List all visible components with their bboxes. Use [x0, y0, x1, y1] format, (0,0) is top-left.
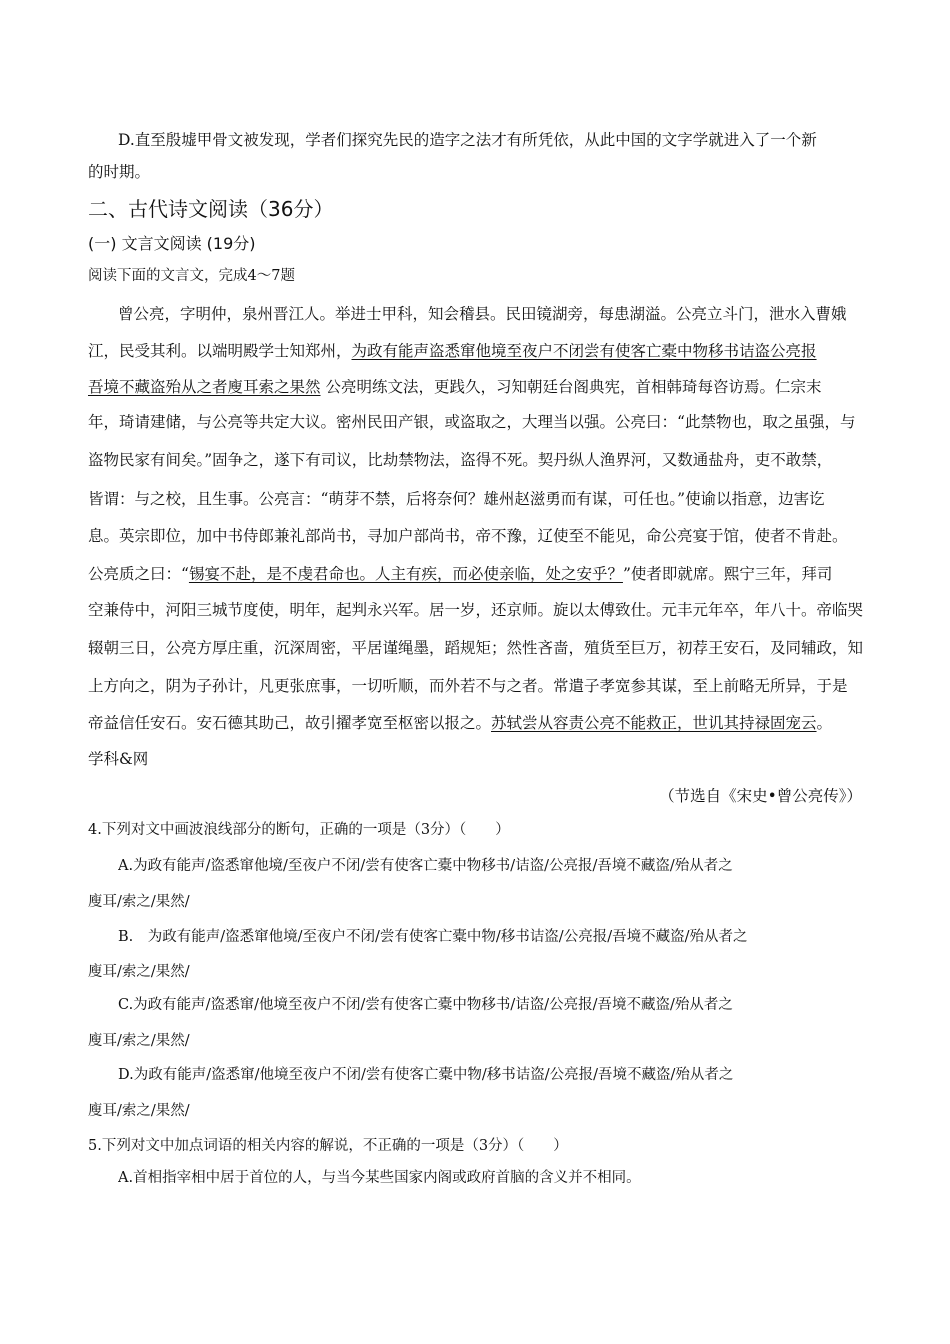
passage-line-8 — [88, 564, 863, 584]
underlined-text: 苏轼尝从容责公亮不能救正，世讥其持禄固宠云 — [491, 714, 817, 732]
wavy-underlined-text: 吾境不藏盗殆从之者廋耳索之果然 — [88, 378, 321, 396]
passage-line-4 — [88, 412, 863, 432]
q4-option-c-line-1: C.为政有能声/盗悉窜/他境至夜户不闭/尝有使客亡橐中物移书/诘盗/公亮报/吾境不藏盗/殆从者之 — [118, 997, 733, 1013]
q4-option-c-line-2: 廋耳/索之/果然/ — [88, 1033, 190, 1049]
q4-option-a-line-2: 廋耳/索之/果然/ — [88, 894, 190, 910]
passage-text: ”使者即就席。熙宁三年，拜司 — [622, 565, 833, 583]
option-d-line-2: 的时期。 — [88, 163, 151, 181]
passage-line-9: 空兼侍中，河阳三城节度使，明年，起判永兴军。居一岁，还京师。旋以太傅致仕。元丰元年卒，年八十。帝临哭 — [88, 601, 863, 619]
passage-text: 公亮质之曰：“ — [88, 565, 189, 583]
passage-line-3 — [88, 377, 863, 397]
passage-line-1: 曾公亮，字明仲，泉州晋江人。举进士甲科，知会稽县。民田镜湖旁，每患湖溢。公亮立斗门，泄水入曹娥 — [118, 305, 847, 323]
option-d-line-1: D.直至殷墟甲骨文被发现，学者们探究先民的造字之法才有所凭依，从此中国的文字学就进入了一个新 — [118, 131, 817, 149]
dotted-word-char: 建 — [150, 413, 166, 431]
passage-text: 议，比劫禁物法，盗得不死。契丹纵人渔界河，又数通盐舟，吏不敢禁， — [336, 451, 833, 469]
dotted-word-char: 储 — [165, 413, 182, 431]
passage-text: 江，民受其利。以端明殿学士知郑州， — [88, 342, 352, 360]
passage-line-7: 息。英宗即位，加中书侍郎兼礼部尚书，寻加户部尚书，帝不豫，辽使至不能见，命公亮宴于馆，使者不肯赴。 — [88, 527, 848, 545]
q4-option-d-line-2: 廋耳/索之/果然/ — [88, 1103, 190, 1119]
dotted-word-char: 有 — [305, 451, 321, 469]
passage-text: 年，琦请 — [88, 413, 151, 431]
q4-option-b-line-2: 廋耳/索之/果然/ — [88, 964, 190, 980]
wavy-underlined-text: 为政有能声盗悉窜他境至夜户不闭尝有使客亡橐中物移书诘盗公亮报 — [351, 342, 817, 360]
dotted-word-char: 首 — [635, 378, 651, 396]
passage-line-6: 皆谓：与之校，且生事。公亮言：“萌芽不禁，后将奈何？雄州赵滋勇而有谋，可任也。”使谕以指意，边害讫 — [88, 490, 825, 508]
underlined-text: 锡宴不赴，是不虔君命也。人主有疾，而必使亲临，处之安乎？ — [188, 565, 623, 583]
question-4-stem: 4.下列对文中画波浪线部分的断句，正确的一项是（3分）（ ） — [88, 822, 510, 838]
passage-text: 。 — [816, 714, 833, 732]
section-title: 二、古代诗文阅读（36分） — [88, 197, 334, 221]
watermark-text: 学科&网 — [88, 750, 149, 768]
passage-line-12 — [88, 713, 863, 733]
passage-line-5 — [88, 450, 863, 470]
passage-text: 盗物民家有间矣。”固争之，遂下 — [88, 451, 306, 469]
passage-text: ，与公亮等共定大议。密州民田产银，或盗取之，大理当以强。公亮曰：“此禁物也，取之虽强，与 — [181, 413, 856, 431]
source-citation: （节选自《宋史•曾公亮传》） — [659, 787, 862, 805]
dotted-word-char: 司 — [320, 451, 337, 469]
passage-line-2 — [88, 341, 863, 361]
passage-text: 帝益信任安石。安石德其助己，故引擢孝宽至枢密以报之。 — [88, 714, 492, 732]
section-instruction: 阅读下面的文言文，完成4～7题 — [88, 268, 295, 284]
q5-option-a: A.首相指宰相中居于首位的人，与当今某些国家内阁或政府首脑的含义并不相同。 — [118, 1170, 641, 1186]
passage-text: 韩琦每咨访焉。仁宗末 — [666, 378, 822, 396]
dotted-word-char: 相 — [650, 378, 667, 396]
question-5-stem: 5.下列对文中加点词语的相关内容的解说，不正确的一项是（3分）（ ） — [88, 1138, 568, 1154]
section-subtitle: (一) 文言文阅读 (19分) — [88, 234, 256, 253]
q4-option-d-line-1: D.为政有能声/盗悉窜/他境至夜户不闭/尝有使客亡橐中物/移书诘盗/公亮报/吾境不藏盗/殆从者之 — [118, 1067, 734, 1083]
q4-option-a-line-1: A.为政有能声/盗悉窜他境/至夜户不闭/尝有使客亡橐中物移书/诘盗/公亮报/吾境不藏盗/殆从者之 — [118, 858, 733, 874]
q4-option-b-line-1: B. 为政有能声/盗悉窜他境/至夜户不闭/尝有使客亡橐中物/移书诘盗/公亮报/吾境不藏盗/殆从者之 — [118, 929, 748, 945]
passage-line-10: 辍朝三日，公亮方厚庄重，沉深周密，平居谨绳墨，蹈规矩；然性吝啬，殖货至巨万，初荐王安石，及同辅政，知 — [88, 639, 863, 657]
passage-line-11: 上方向之，阴为子孙计，凡更张庶事，一切听顺，而外若不与之者。常遣子孝宽参其谋，至上前略无所异，于是 — [88, 677, 848, 695]
passage-text: 公亮明练文法，更践久，习知朝廷台阁典宪， — [320, 378, 636, 396]
